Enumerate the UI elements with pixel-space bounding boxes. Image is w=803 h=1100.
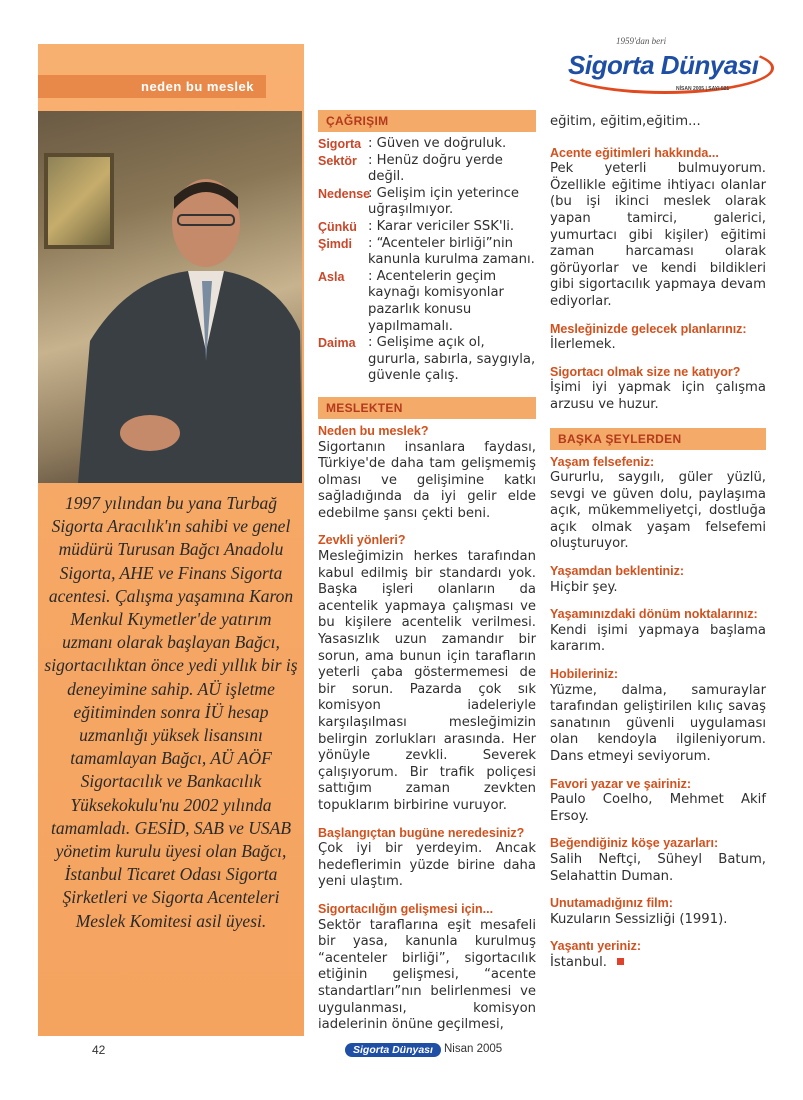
question: Yaşamınızdaki dönüm noktalarınız: bbox=[550, 607, 758, 622]
section-tag: neden bu meslek bbox=[38, 75, 266, 98]
personal-qa bbox=[550, 454, 766, 972]
middle-column bbox=[318, 110, 536, 1034]
right-column bbox=[550, 114, 766, 972]
answer: Pek yeterli bulmuyorum. Özellikle eğitime ihtiyacı olanlar (bu işi ikinci meslek olarak yapan tamirci, galerici, yumurtacı gibi kişiler) eğitimi zaman harcaması olarak görüyorlar ve kendi bildikleri gibi sigortacılık yapmaya devam ediyorlar. bbox=[550, 161, 766, 309]
end-marker bbox=[617, 958, 624, 965]
association-value: : Gelişim için yeterince uğraşılmıyor. bbox=[368, 185, 520, 218]
association-row bbox=[318, 186, 536, 219]
answer: Paulo Coelho, Mehmet Akif Ersoy. bbox=[550, 792, 766, 824]
logo-since: 1959'dan beri bbox=[616, 36, 667, 46]
footer-date: Nisan 2005 bbox=[444, 1043, 503, 1055]
answer: İşimi iyi yapmak için çalışma arzusu ve huzur. bbox=[550, 380, 766, 412]
question: Sigortacı olmak size ne katıyor? bbox=[550, 364, 741, 379]
question: Yaşantı yeriniz: bbox=[550, 939, 642, 954]
answer: Çok iyi bir yerdeyim. Ancak hedeflerimin yüzde birine daha yeni ulaştım. bbox=[318, 841, 536, 890]
association-list bbox=[318, 136, 536, 385]
association-key: Asla bbox=[318, 269, 345, 284]
association-row bbox=[318, 219, 536, 236]
association-row bbox=[318, 269, 536, 335]
association-key: Nedense bbox=[318, 186, 371, 201]
meslekten-heading: MESLEKTEN bbox=[318, 397, 536, 419]
association-key: Şimdi bbox=[318, 236, 353, 251]
portrait-photo bbox=[38, 111, 302, 483]
meslekten-qa bbox=[318, 423, 536, 1034]
association-row bbox=[318, 236, 536, 269]
association-row bbox=[318, 335, 536, 385]
association-value: : Gelişime açık ol, gururla, sabırla, saygıyla, güvenle çalış. bbox=[368, 335, 536, 384]
question: Zevkli yönleri? bbox=[318, 533, 406, 548]
answer: Sektör taraflarına eşit mesafeli bir yasa, kanunla kurulmuş “acenteler birliği”, sigortacılık etiğinin gelişmesi, “acente standartları”nın belirlenmesi ve uygulanması, komisyon iadelerinin önüne geçilmesi, bbox=[318, 917, 536, 1033]
answer: Mesleğimizin herkes tarafından kabul edilmiş bir standardı yok. Başka işleri olanların da acentelik yapmaya çalışması ve bu kişilere acentelik verilmesi. Yasasızlık uzun zamandır bir sorun, ama bunun için tarafların yeterli çaba göstermemesi de bir sorun. Pazarda çok sık komisyon iadeleriyle karşılaşılması mesleğimizin belirgin zorlukları arasında. Her yönüyle zevkli. Severek çalışıyorum. Bir trafik poliçesi sattığım zaman zevkten topuklarım birbirine vuruyor. bbox=[318, 549, 536, 813]
question: Beğendiğiniz köşe yazarları: bbox=[550, 836, 719, 851]
association-value: : “Acenteler birliği”nin kanunla kurulma zamanı. bbox=[368, 235, 535, 268]
answer: Sigortanın insanlara faydası, Türkiye'de daha tam gelişmemiş olması ve gelişimine katkı sağladığında da iyi gelir elde edebilme şansı çekti beni. bbox=[318, 439, 536, 521]
person-figure bbox=[38, 111, 302, 483]
question: Unutamadığınız film: bbox=[550, 896, 673, 911]
association-value: : Karar vericiler SSK'li. bbox=[368, 218, 515, 234]
answer: Kuzuların Sessizliği (1991). bbox=[550, 911, 728, 927]
profile-sidebar bbox=[38, 44, 304, 1036]
answer: İstanbul. bbox=[550, 955, 766, 972]
question: Favori yazar ve şairiniz: bbox=[550, 776, 692, 791]
association-key: Sektör bbox=[318, 153, 357, 168]
answer: Hiçbir şey. bbox=[550, 579, 618, 595]
association-key: Sigorta bbox=[318, 137, 362, 151]
association-key: Çünkü bbox=[318, 219, 357, 234]
association-value: : Acentelerin geçim kaynağı komisyonlar pazarlık konusu yapılmamalı. bbox=[368, 268, 504, 334]
answer: Yüzme, dalma, samuraylar tarafından geliştirilen kılıç savaş sanatının güvenli uygulaması olan kendoyla ilgileniyorum. Dans etmeyi seviyorum. bbox=[550, 682, 766, 764]
question: Neden bu meslek? bbox=[318, 423, 429, 438]
answer: Gururlu, saygılı, güler yüzlü, sevgi ve güven dolu, paylaşıma açık, mükemmeliyetçi, dostluğa açık olmak yaşam felsefemi oluşturuyor. bbox=[550, 470, 766, 552]
question: Başlangıçtan bugüne neredesiniz? bbox=[318, 825, 525, 840]
career-qa bbox=[550, 145, 766, 414]
magazine-logo bbox=[556, 34, 770, 96]
answer: Kendi işimi yapmaya başlama kararım. bbox=[550, 622, 766, 655]
continuation-text: eğitim, eğitim,eğitim... bbox=[550, 114, 701, 129]
logo-title: Sigorta Dünyası bbox=[568, 50, 759, 80]
logo-meta: NİSAN 2005 | SAYI 521 bbox=[676, 86, 730, 92]
answer: İlerlemek. bbox=[550, 337, 616, 353]
question: Hobileriniz: bbox=[550, 667, 619, 682]
page-number: 42 bbox=[92, 1043, 106, 1057]
footer-magazine: Sigorta Dünyası bbox=[345, 1043, 441, 1057]
association-row bbox=[318, 136, 536, 153]
association-row bbox=[318, 153, 536, 186]
association-value: : Henüz doğru yerde değil. bbox=[368, 152, 503, 185]
baska-heading: BAŞKA ŞEYLERDEN bbox=[550, 428, 766, 450]
question: Yaşamdan beklentiniz: bbox=[550, 564, 685, 579]
answer: Salih Neftçi, Süheyl Batum, Selahattin Duman. bbox=[550, 851, 766, 884]
question: Sigortacılığın gelişmesi için... bbox=[318, 901, 494, 916]
association-value: : Güven ve doğruluk. bbox=[368, 136, 507, 151]
bio-text: 1997 yılından bu yana Turbağ Sigorta Aracılık'ın sahibi ve genel müdürü Turusan Bağcı Anadolu Sigorta, AHE ve Finans Sigorta acentesi. Çalışma yaşamına Karon Menkul Kıymetler'de yatırım uzmanı olarak başlayan Bağcı, sigortacılıktan önce yedi yıllık bir iş deneyimine sahip. AÜ işletme eğitiminden sonra İÜ hesap uzmanlığı yüksek lisansını tamamlayan Bağcı, AÜ AÖF Sigortacılık ve Bankacılık Yüksekokulu'nu 2002 yılında tamamladı. GESİD, SAB ve USAB yönetim kurulu üyesi olan Bağcı, İstanbul Ticaret Odası Sigorta Şirketleri ve Sigorta Acenteleri Meslek Komitesi asil üyesi. bbox=[44, 493, 298, 931]
cagrisim-heading: ÇAĞRIŞIM bbox=[318, 110, 536, 132]
question: Acente eğitimleri hakkında... bbox=[550, 145, 719, 160]
question: Yaşam felsefeniz: bbox=[550, 454, 655, 469]
association-key: Daima bbox=[318, 336, 356, 351]
question: Mesleğinizde gelecek planlarınız: bbox=[550, 321, 747, 336]
